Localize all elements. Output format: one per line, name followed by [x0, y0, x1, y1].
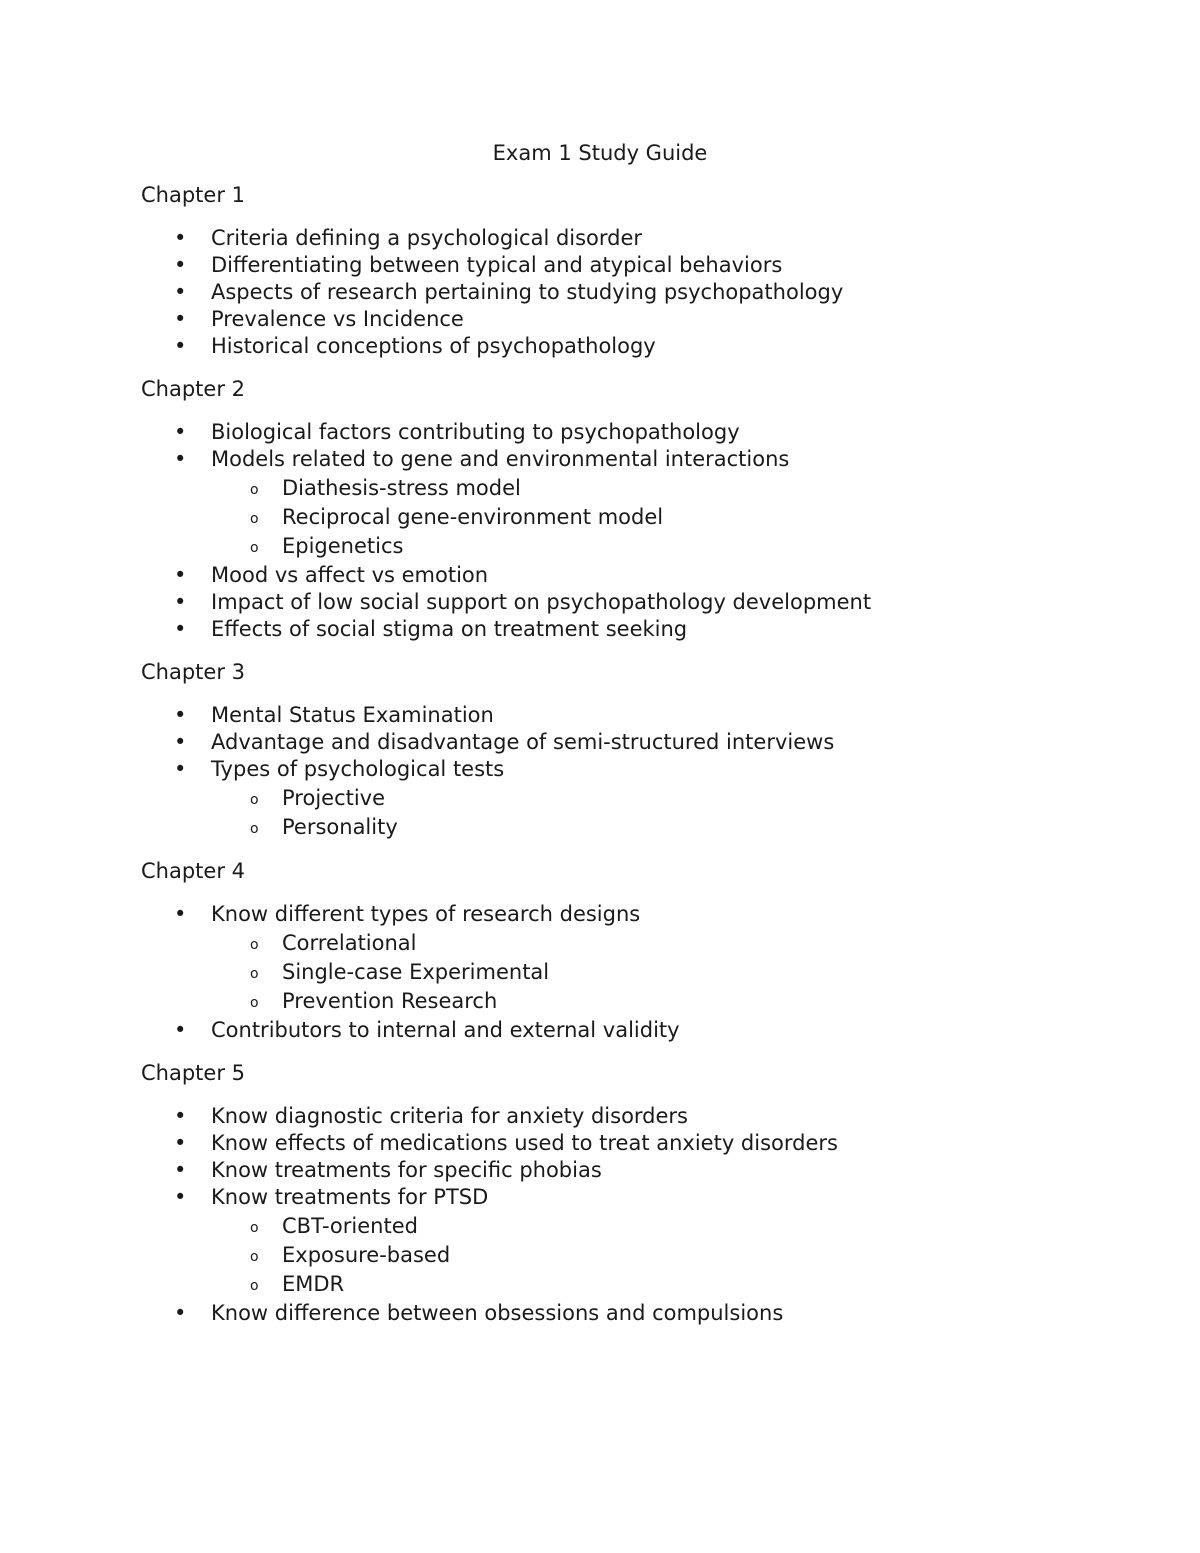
bullet-icon: •: [174, 1104, 187, 1128]
topic-text: Know treatments for specific phobias: [211, 1158, 602, 1182]
topic-list: [141, 901, 1091, 1044]
sub-bullet-icon: o: [250, 1278, 259, 1294]
subtopic-text: Prevention Research: [282, 989, 498, 1013]
bullet-icon: •: [174, 703, 187, 727]
topic-text: Models related to gene and environmental interactions: [211, 447, 790, 471]
topic-text: Mental Status Examination: [211, 703, 494, 727]
bullet-icon: •: [174, 563, 187, 587]
topic-item: [141, 756, 1091, 842]
topic-text: Impact of low social support on psychopathology development: [211, 590, 872, 614]
chapter-heading: Chapter 5: [141, 1061, 245, 1085]
bullet-icon: •: [174, 253, 187, 277]
chapter-heading: Chapter 3: [141, 660, 245, 684]
subtopic-text: Epigenetics: [282, 534, 404, 558]
subtopic-item: [141, 987, 1091, 1016]
topic-text: Mood vs affect vs emotion: [211, 563, 489, 587]
bullet-icon: •: [174, 226, 187, 250]
topic-item: [141, 333, 1091, 360]
topic-item: [141, 616, 1091, 643]
topic-text: Effects of social stigma on treatment seeking: [211, 617, 688, 641]
document-body: [141, 182, 1091, 1343]
topic-item: [141, 589, 1091, 616]
page-title: Exam 1 Study Guide: [492, 141, 708, 165]
topic-text: Prevalence vs Incidence: [211, 307, 464, 331]
subtopic-text: EMDR: [282, 1272, 345, 1296]
topic-item: [141, 446, 1091, 561]
bullet-icon: •: [174, 757, 187, 781]
chapter-heading: Chapter 2: [141, 377, 245, 401]
bullet-icon: •: [174, 420, 187, 444]
chapter-heading: Chapter 1: [141, 183, 245, 207]
chapter-section: [141, 182, 1091, 360]
sub-bullet-icon: o: [250, 966, 259, 982]
topic-item: [141, 279, 1091, 306]
topic-text: Types of psychological tests: [211, 757, 505, 781]
bullet-icon: •: [174, 447, 187, 471]
subtopic-item: [141, 474, 1091, 503]
chapter-section: [141, 659, 1091, 842]
bullet-icon: •: [174, 730, 187, 754]
subtopic-list: [211, 929, 1091, 1016]
bullet-icon: •: [174, 307, 187, 331]
topic-item: [141, 306, 1091, 333]
sub-bullet-icon: o: [250, 821, 259, 837]
sub-bullet-icon: o: [250, 792, 259, 808]
topic-text: Know diagnostic criteria for anxiety disorders: [211, 1104, 689, 1128]
bullet-icon: •: [174, 334, 187, 358]
bullet-icon: •: [174, 1018, 187, 1042]
topic-list: [141, 419, 1091, 643]
subtopic-text: Exposure-based: [282, 1243, 451, 1267]
subtopic-text: Correlational: [282, 931, 417, 955]
topic-item: [141, 1300, 1091, 1327]
subtopic-text: Personality: [282, 815, 398, 839]
topic-text: Advantage and disadvantage of semi-structured interviews: [211, 730, 835, 754]
topic-list: [141, 702, 1091, 842]
subtopic-text: Single-case Experimental: [282, 960, 550, 984]
sub-bullet-icon: o: [250, 540, 259, 556]
bullet-icon: •: [174, 1131, 187, 1155]
chapter-section: [141, 1060, 1091, 1327]
subtopic-item: [141, 813, 1091, 842]
subtopic-item: [141, 503, 1091, 532]
chapter-section: [141, 376, 1091, 643]
subtopic-item: [141, 784, 1091, 813]
topic-item: [141, 562, 1091, 589]
topic-item: [141, 252, 1091, 279]
topic-item: [141, 1157, 1091, 1184]
topic-item: [141, 1184, 1091, 1299]
topic-item: [141, 1130, 1091, 1157]
topic-text: Biological factors contributing to psychopathology: [211, 420, 740, 444]
subtopic-item: [141, 958, 1091, 987]
bullet-icon: •: [174, 280, 187, 304]
topic-text: Contributors to internal and external validity: [211, 1018, 680, 1042]
bullet-icon: •: [174, 617, 187, 641]
sub-bullet-icon: o: [250, 1220, 259, 1236]
sub-bullet-icon: o: [250, 937, 259, 953]
topic-list: [141, 225, 1091, 360]
sub-bullet-icon: o: [250, 995, 259, 1011]
sub-bullet-icon: o: [250, 511, 259, 527]
topic-item: [141, 729, 1091, 756]
subtopic-item: [141, 929, 1091, 958]
bullet-icon: •: [174, 590, 187, 614]
sub-bullet-icon: o: [250, 482, 259, 498]
subtopic-list: [211, 474, 1091, 561]
topic-text: Differentiating between typical and atypical behaviors: [211, 253, 783, 277]
topic-text: Historical conceptions of psychopathology: [211, 334, 656, 358]
subtopic-item: [141, 1212, 1091, 1241]
subtopic-list: [211, 784, 1091, 842]
topic-list: [141, 1103, 1091, 1327]
bullet-icon: •: [174, 1185, 187, 1209]
topic-text: Aspects of research pertaining to studying psychopathology: [211, 280, 844, 304]
topic-item: [141, 702, 1091, 729]
topic-text: Criteria defining a psychological disorder: [211, 226, 643, 250]
topic-text: Know difference between obsessions and compulsions: [211, 1301, 784, 1325]
topic-text: Know effects of medications used to treat anxiety disorders: [211, 1131, 838, 1155]
subtopic-text: Diathesis-stress model: [282, 476, 521, 500]
sub-bullet-icon: o: [250, 1249, 259, 1265]
subtopic-text: Projective: [282, 786, 386, 810]
subtopic-item: [141, 532, 1091, 561]
bullet-icon: •: [174, 1301, 187, 1325]
chapter-heading: Chapter 4: [141, 859, 245, 883]
subtopic-text: Reciprocal gene-environment model: [282, 505, 664, 529]
subtopic-list: [211, 1212, 1091, 1299]
subtopic-text: CBT-oriented: [282, 1214, 418, 1238]
chapter-section: [141, 858, 1091, 1044]
topic-item: [141, 901, 1091, 1016]
bullet-icon: •: [174, 1158, 187, 1182]
topic-text: Know different types of research designs: [211, 902, 641, 926]
topic-item: [141, 225, 1091, 252]
subtopic-item: [141, 1241, 1091, 1270]
bullet-icon: •: [174, 902, 187, 926]
topic-text: Know treatments for PTSD: [211, 1185, 489, 1209]
topic-item: [141, 1103, 1091, 1130]
topic-item: [141, 1017, 1091, 1044]
topic-item: [141, 419, 1091, 446]
subtopic-item: [141, 1270, 1091, 1299]
